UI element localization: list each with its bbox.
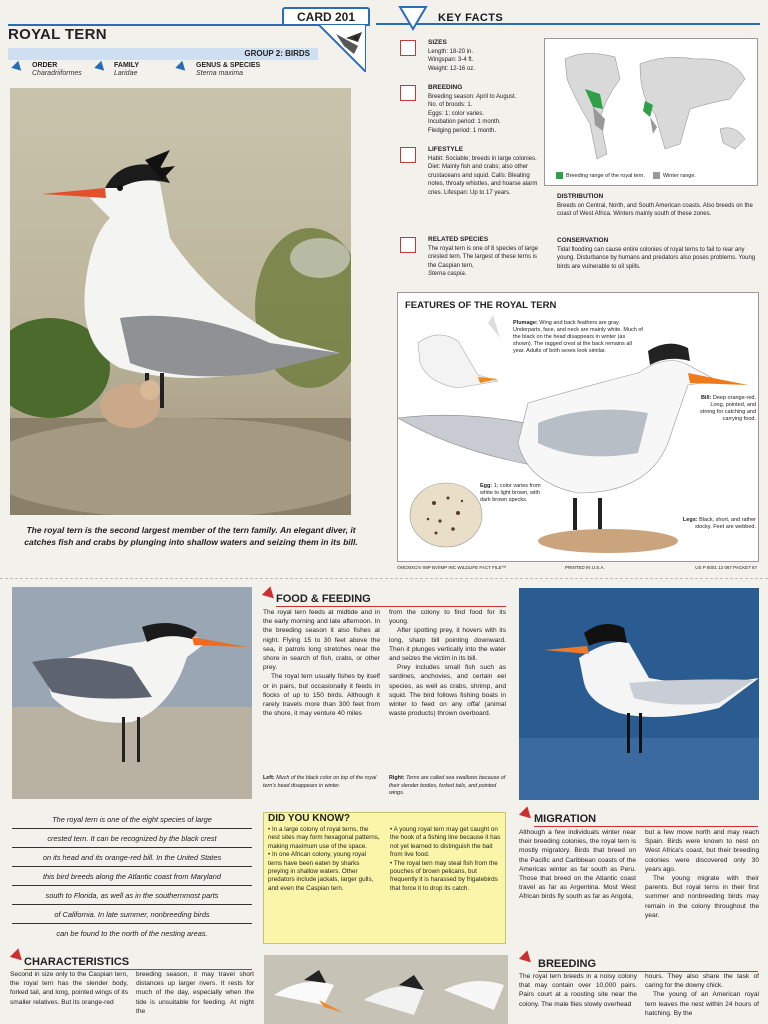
group-label: GROUP 2: BIRDS: [8, 48, 318, 60]
key-facts-marker-icon: [398, 5, 428, 31]
food-column-left: The royal tern feeds at midtide and in the early morning and late afternoon. In the breeding season it also fishes at night. Flying 15 to 30 feet above the sea, it patrols long stretches near the shore in search of fish, crabs, or other prey. The royal tern usually fishes by itself or in pairs, but occasionally it feeds in flocks of up to 150 birds. Although it rarely travels more than 300 feet from the shore, it may venture 40 miles: [263, 609, 380, 718]
related-species-block: RELATED SPECIES The royal tern is one of 8 species of large crested tern. The largest of these terns is the Caspian tern, Sterna caspia.: [428, 236, 539, 277]
key-facts-title: KEY FACTS: [438, 12, 504, 24]
left-photo-note: Left: Much of the black color on top of the royal tern's head disappears in winter.: [263, 775, 377, 789]
key-facts-rule: [376, 10, 760, 25]
range-map: [544, 38, 758, 186]
did-you-know-right: • A young royal tern may get caught on the hook of a fishing line because it has not yet learned to distinguish the bait from live food. • The royal tern may steal fish from the pouches of brown pelicans, but frequently it is harassed by frigatebirds that force it to drop its catch.: [390, 826, 501, 892]
egg-note: Egg: 1; color varies from white to light brown, with dark brown specks.: [480, 483, 541, 503]
sizes-icon: [400, 40, 416, 56]
summer-tern-photo: [519, 588, 759, 800]
family-marker-icon: [94, 61, 107, 74]
food-column-right: from the colony to find food for its young. After spotting prey, it hovers with its long, sharp bill pointing downward. Then it plunges vertically into the water and seizes the victim in its bill. Prey includes small fish such as sardines, anchovies, and certain eel species, as well as crabs, shrimp, and squid. The bird follows fishing boats in winter to feed on any offal (animal waste products) thrown overboard.: [389, 609, 506, 718]
winter-range-swatch: [653, 172, 660, 179]
copyright-line: ©MCMXCIV IMP BV/IMP INC WILDLIFE FACT FILE™ PRINTED IN U.S.A. US P 6001 12 067 PACKET 67: [397, 565, 757, 570]
food-heading: FOOD & FEEDING: [276, 593, 506, 607]
features-title: FEATURES OF THE ROYAL TERN: [405, 300, 557, 311]
migration-column-left: Although a few individuals winter near their breeding colonies, the royal tern is mostly migratory. Birds that breed on the Pacific and Caribbean coasts of the Americas winter as far south as Peru. Those that breed on the Atlantic coast travel as far as Argentina. Most West African birds fly south as far as Angola,: [519, 829, 636, 901]
card-number: CARD 201: [282, 7, 370, 25]
did-you-know-title: DID YOU KNOW?: [268, 813, 351, 824]
breeding-icon: [400, 85, 416, 101]
royal-tern-with-chick-photo: [10, 88, 351, 515]
main-caption: The royal tern is the second largest member of the tern family. An elegant diver, it catches fish and crabs by plunging into shallow waters and seizing them in its bill.: [24, 525, 358, 547]
migration-section-marker-icon: [519, 806, 535, 822]
winter-tern-photo: [12, 587, 252, 799]
sizes-block: SIZES Length: 18-20 in. Wingspan: 3-4 ft. Weight: 12-16 oz.: [428, 39, 475, 72]
migration-heading: MIGRATION: [534, 813, 758, 827]
tern-colony-photo: [264, 955, 508, 1024]
lifestyle-block: LIFESTYLE Habit: Sociable; breeds in large colonies. Diet: Mainly fish and crabs; also other crustaceans and squid. Calls: Bleating notes, throaty whistles, and hoarse alarm cries. Lifespan: Up to 17 years.: [428, 146, 538, 196]
distribution-block: DISTRIBUTION Breeds on Central, North, and South American coasts. Also breeds on the coast of West Africa. Winters mainly south of these zones.: [557, 193, 753, 217]
breeding-block: BREEDING Breeding season: April to August. No. of broods: 1. Eggs: 1; color varies. Incubation period: 1 month. Fledging period: 1 month.: [428, 84, 517, 134]
taxonomy-family: FAMILY Laridae: [114, 62, 140, 77]
lifestyle-icon: [400, 147, 416, 163]
migration-column-right: but a few move north and may reach Spain. Birds were known to nest on West Africa's coast, but their breeding colonies were discovered only 30 years ago. The young migrate with their parents. But royal terns in their first summer and nonbreeding birds may remain in the colony throughout the year.: [645, 829, 759, 919]
perforation-line: [0, 578, 768, 579]
characteristics-column-left: Second in size only to the Caspian tern, the royal tern has the slender body, forked tail, and long, pointed wings of its smaller relatives. But its orange-red: [10, 971, 128, 1006]
page-title: ROYAL TERN: [8, 26, 107, 43]
breeding-range-swatch: [556, 172, 563, 179]
map-legend: Breeding range of the royal tern. Winter range.: [556, 172, 696, 179]
breeding-column-right: hours. They also share the task of caring for the downy chick. The young of an American royal tern leaves the nest within 24 hours of hatching. By the: [645, 973, 759, 1017]
breeding-heading: BREEDING: [538, 958, 758, 972]
genus-marker-icon: [175, 61, 188, 74]
taxonomy-genus: GENUS & SPECIES Sterna maxima: [196, 62, 261, 77]
conservation-block: CONSERVATION Tidal flooding can cause entire colonies of royal terns to fail to rear any young. Disturbance by humans and predators also poses problems. Young birds are vulnerable to oil spills.: [557, 237, 756, 270]
characteristics-heading: CHARACTERISTICS: [24, 956, 252, 970]
order-marker-icon: [11, 61, 24, 74]
corner-bird-icon: [318, 24, 366, 72]
breeding-section-marker-icon: [519, 950, 535, 966]
did-you-know-left: • In a large colony of royal terns, the nest sites may form hexagonal patterns, making maximum use of the space. • In one African colony, young royal terns have been eaten by sharks preying in shallow waters. Other predators include jackals, larger gulls, and even the Caspian tern.: [268, 826, 380, 892]
bill-note: Bill: Deep orange-red. Long, pointed, and strong for catching and carrying food.: [700, 395, 756, 422]
related-species-icon: [400, 237, 416, 253]
right-photo-note: Right: Terns are called sea swallows because of their slender bodies, forked tails, and pointed wings.: [389, 775, 506, 796]
breeding-column-left: The royal tern breeds in a noisy colony that may contain over 10,000 pairs. Pairs court at a roosting site near the colony. The male flies slowly overhead: [519, 973, 637, 1008]
taxonomy-order: ORDER Charadriiformes: [32, 62, 82, 77]
side-caption: The royal tern is one of the eight species of large crested tern. It can be recognized by the black crest on its head and its orange-red bill. In the United States this bird breeds along the Atlantic coast from Maryland south to Florida, as well as in the southernmost parts of California. In late summer, nonbreeding birds can be found to the north of the nesting areas.: [12, 810, 252, 943]
characteristics-column-right: breeding season, it may travel short distances up larger rivers. It rests for much of the day, especially when the tide is unsuitable for feeding. At night the: [136, 971, 254, 1015]
plumage-note: Plumage: Wing and back feathers are gray. Underparts, face, and neck are mainly white. Much of the black on the head disappears in winter (as shown). The ragged crest at the back remains all year. Adults of both sexes look similar.: [513, 320, 643, 354]
legs-note: Legs: Black, short, and rather stocky. Feet are webbed.: [682, 517, 756, 530]
